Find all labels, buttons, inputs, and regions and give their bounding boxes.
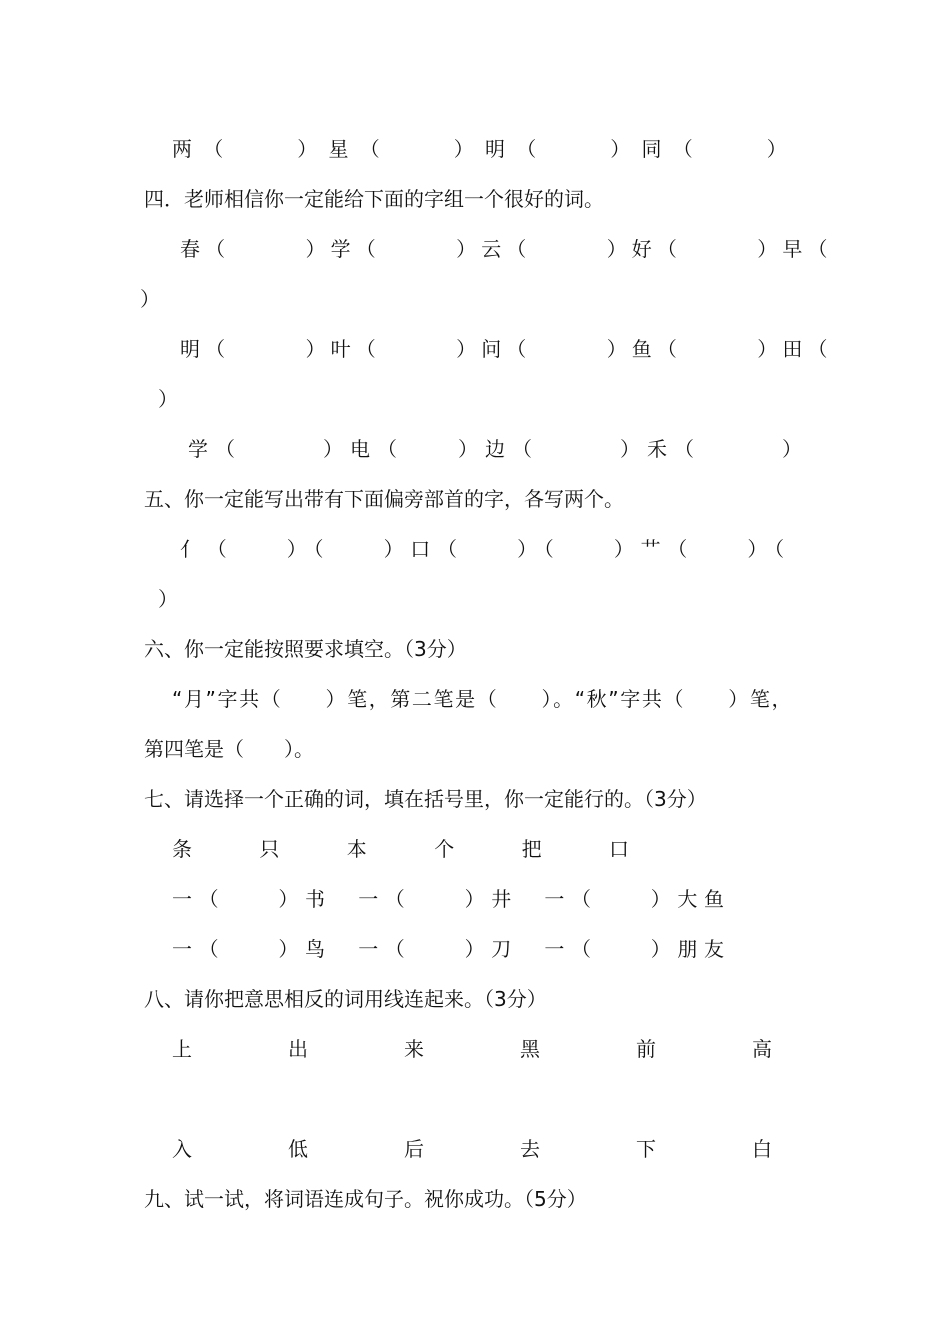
line-11: 六、你一定能按照要求填空。（3分）	[144, 637, 467, 661]
line-02: 四．老师相信你一定能给下面的字组一个很好的词。	[144, 187, 604, 211]
line-05: 明（ ）叶（ ）问（ ）鱼（ ）田（	[180, 337, 833, 361]
line-08: 五、你一定能写出带有下面偏旁部首的字，各写两个。	[144, 487, 624, 511]
line-21: 九、试一试，将词语连成句子。祝你成功。（5分）	[144, 1187, 587, 1211]
line-03: 春（ ）学（ ）云（ ）好（ ）早（	[180, 237, 833, 261]
line-07: 学（ ）电（ ）边（ ）禾（ ）	[188, 437, 809, 461]
line-16: 一（ ）书 一（ ）井 一（ ）大鱼	[172, 887, 731, 911]
line-06: ）	[158, 387, 178, 411]
line-15: 条 只 本 个 把 口	[172, 837, 653, 861]
line-17: 一（ ）鸟 一（ ）刀 一（ ）朋友	[172, 937, 731, 961]
line-14: 七、请选择一个正确的词，填在括号里，你一定能行的。（3分）	[144, 787, 707, 811]
line-01: 两（ ）星（ ）明（ ）同（ ）	[172, 137, 798, 161]
line-18: 八、请你把意思相反的词用线连起来。（3分）	[144, 987, 547, 1011]
line-10: ）	[158, 587, 178, 611]
line-19: 上 出 来 黑 前 高	[172, 1037, 810, 1061]
line-13: 第四笔是（ ）。	[144, 737, 314, 761]
line-09: 亻（ ）（ ）口（ ）（ ）艹（ ）（	[180, 537, 791, 561]
line-12: “月”字共（ ）笔，第二笔是（ ）。“秋”字共（ ）笔，	[172, 687, 794, 711]
line-04: ）	[140, 287, 160, 311]
line-20: 入 低 后 去 下 白	[172, 1137, 810, 1161]
